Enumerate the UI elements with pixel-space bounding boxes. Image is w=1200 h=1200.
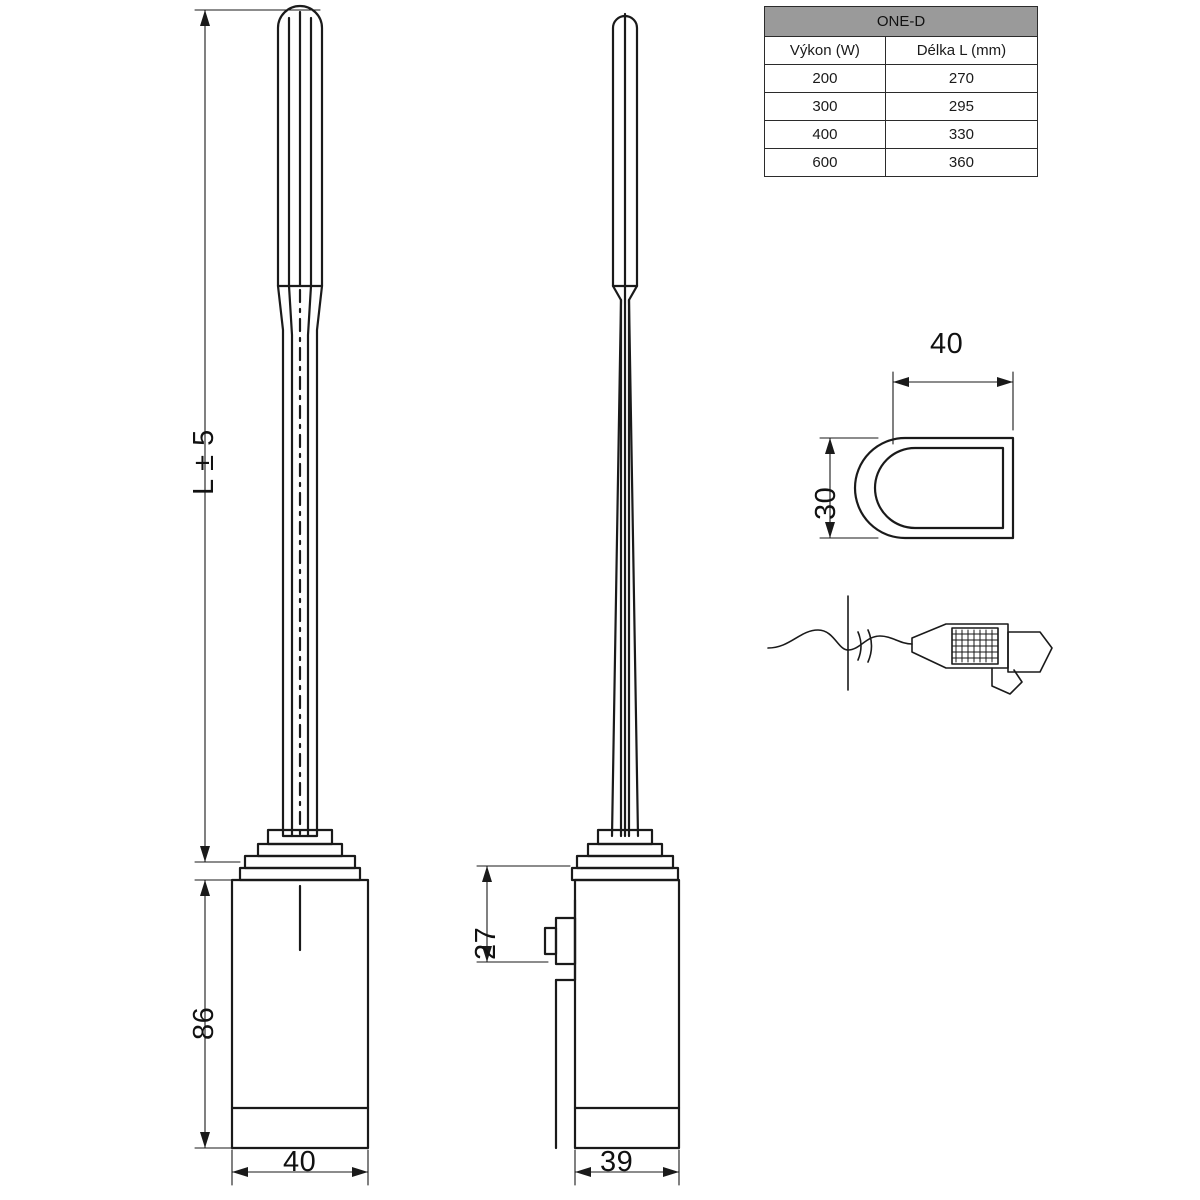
dimension-label-length: L ± 5 xyxy=(188,429,220,495)
table-header-length: Délka L (mm) xyxy=(885,37,1037,65)
cell-power: 200 xyxy=(765,65,886,93)
cable-icon xyxy=(768,596,912,690)
cell-length: 295 xyxy=(885,93,1037,121)
cell-power: 600 xyxy=(765,149,886,177)
dimension-label-86: 86 xyxy=(188,1006,220,1040)
dimension-section-40 xyxy=(893,372,1013,444)
power-plug-icon xyxy=(912,624,1052,694)
dimension-label-40-left: 40 xyxy=(283,1146,317,1178)
cross-section-view xyxy=(855,438,1013,538)
table-header-power: Výkon (W) xyxy=(765,37,886,65)
table-title: ONE-D xyxy=(765,7,1038,37)
table-row xyxy=(765,65,1038,93)
dimension-label-section-30: 30 xyxy=(810,486,842,520)
table-row xyxy=(765,149,1038,177)
dimension-label-section-40: 40 xyxy=(930,328,964,360)
dimension-label-27: 27 xyxy=(470,926,502,960)
left-elevation-view xyxy=(232,6,368,1148)
right-side-view xyxy=(545,14,679,1148)
cell-power: 300 xyxy=(765,93,886,121)
cell-length: 360 xyxy=(885,149,1037,177)
table-row xyxy=(765,121,1038,149)
cell-length: 330 xyxy=(885,121,1037,149)
table-row xyxy=(765,93,1038,121)
cell-power: 400 xyxy=(765,121,886,149)
dimension-label-39: 39 xyxy=(600,1146,634,1178)
specification-table xyxy=(764,6,1038,177)
cell-length: 270 xyxy=(885,65,1037,93)
